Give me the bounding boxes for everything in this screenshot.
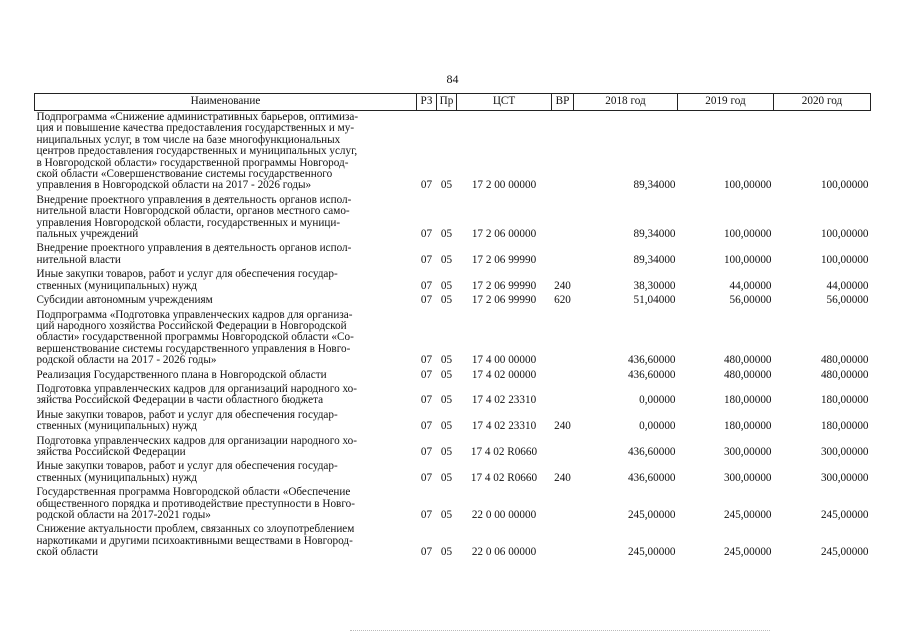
cell-vr: 240 <box>554 420 571 433</box>
table-row <box>35 242 871 268</box>
cell-2020: 245,00000 <box>820 509 869 521</box>
header-2018: 2018 год <box>574 94 678 111</box>
cell-name <box>35 268 417 294</box>
row-name-text: Подпрограмма «Подготовка управленческих кадров для организа- ций народного хозяйства Российской Федерации в Новгородской области» государственной программы Новгородской области «Со- вершенствование системы государственного управления в Новго- родской области на 2017 - 2026 годы» <box>36 308 354 367</box>
table-row <box>35 309 871 369</box>
cell-cst: 17 2 06 99990 <box>471 279 537 292</box>
cell-cst: 17 2 06 00000 <box>471 228 537 241</box>
cell-rz: 07 <box>420 445 433 458</box>
cell-cst: 22 0 06 00000 <box>471 546 537 559</box>
header-2020: 2020 год <box>774 94 871 111</box>
cell-pr: 05 <box>440 253 453 266</box>
header-2019: 2019 год <box>678 94 774 111</box>
cell-2020: 100,00000 <box>820 179 869 192</box>
table-row <box>35 194 871 243</box>
cell-2018: 0,00000 <box>639 420 676 433</box>
table-row <box>35 523 871 560</box>
row-name-text: Внедрение проектного управления в деятельность органов испол- нительной власти <box>36 242 352 266</box>
cell-2020: 300,00000 <box>820 471 869 484</box>
cell-vr <box>552 309 574 369</box>
cell-rz: 07 <box>420 471 433 484</box>
cell-vr: 620 <box>554 294 571 307</box>
table-row <box>35 369 871 383</box>
cell-2018: 89,34000 <box>633 179 676 192</box>
cell-pr: 05 <box>440 445 453 458</box>
cell-cst: 17 2 06 99990 <box>471 294 537 307</box>
cell-name <box>35 523 417 560</box>
cell-2020: 480,00000 <box>820 354 869 367</box>
cell-name <box>35 383 417 409</box>
cell-cst: 17 2 06 99990 <box>471 253 537 266</box>
table-row <box>35 294 871 308</box>
cell-cst: 22 0 00 00000 <box>471 509 537 521</box>
cell-2019: 300,00000 <box>723 471 772 484</box>
cell-vr <box>552 369 574 383</box>
header-pr: Пр <box>437 94 457 111</box>
cell-cst: 17 4 02 23310 <box>471 420 537 433</box>
cell-2020: 180,00000 <box>820 420 869 433</box>
cell-name <box>35 369 417 383</box>
cell-rz: 07 <box>420 368 433 381</box>
cell-2018: 38,30000 <box>633 279 676 292</box>
row-name-text: Внедрение проектного управления в деятельность органов испол- нительной власти Новгородской области, органов местного само- управления Новгородской области, государственных и муници- пальных учреждений <box>36 193 352 241</box>
row-name-text: Снижение актуальности проблем, связанных со злоупотреблением наркотиками и другими психоактивными веществами в Новгород- ской области <box>36 523 355 559</box>
cell-cst: 17 2 00 00000 <box>471 179 537 192</box>
cell-cst: 17 4 02 23310 <box>471 394 537 407</box>
row-name-text: Реализация Государственного плана в Новгородской области <box>36 368 327 381</box>
table-body <box>35 111 871 561</box>
cell-2020: 100,00000 <box>820 253 869 266</box>
cell-vr <box>552 194 574 243</box>
cell-2018: 89,34000 <box>633 228 676 241</box>
cell-pr: 05 <box>440 420 453 433</box>
row-name-text: Государственная программа Новгородской области «Обеспечение общественного порядка и противодействие преступности в Новго- родской области на 2017-2021 годы» <box>36 486 355 521</box>
cell-name <box>35 194 417 243</box>
cell-2019: 100,00000 <box>723 179 772 192</box>
cell-cst: 17 4 02 R0660 <box>470 445 538 458</box>
cell-2018: 436,60000 <box>627 471 676 484</box>
table-row <box>35 268 871 294</box>
table-row <box>35 435 871 461</box>
cell-2018: 0,00000 <box>639 394 676 407</box>
cell-rz: 07 <box>420 546 433 559</box>
cell-pr: 05 <box>440 546 453 559</box>
cell-vr <box>552 523 574 560</box>
cell-pr: 05 <box>440 394 453 407</box>
row-name-text: Иные закупки товаров, работ и услуг для обеспечения государ- ственных (муниципальных) нужд <box>36 408 338 433</box>
row-name-text: Подготовка управленческих кадров для организации народного хо- зяйства Российской Федерации <box>36 434 357 458</box>
scan-artifact <box>350 630 770 633</box>
cell-vr <box>552 486 574 523</box>
cell-pr: 05 <box>440 509 453 521</box>
cell-rz: 07 <box>420 394 433 407</box>
cell-name <box>35 435 417 461</box>
cell-rz: 07 <box>420 179 433 192</box>
cell-cst: 17 4 00 00000 <box>471 354 537 367</box>
cell-2019: 300,00000 <box>723 445 772 458</box>
row-name-text: Подготовка управленческих кадров для организаций народного хо- зяйства Российской Федерации в части областного бюджета <box>36 382 357 407</box>
cell-2018: 245,00000 <box>627 546 676 559</box>
cell-2018: 245,00000 <box>627 509 676 521</box>
cell-vr <box>552 383 574 409</box>
cell-2019: 180,00000 <box>723 394 772 407</box>
cell-vr <box>552 242 574 268</box>
cell-name <box>35 294 417 308</box>
cell-rz: 07 <box>420 509 433 521</box>
cell-2019: 245,00000 <box>723 509 772 521</box>
table-row <box>35 460 871 486</box>
row-name-text: Субсидии автономным учреждениям <box>36 294 213 307</box>
table-row <box>35 486 871 523</box>
cell-2020: 100,00000 <box>820 228 869 241</box>
cell-2019: 180,00000 <box>723 420 772 433</box>
table-row <box>35 383 871 409</box>
cell-cst: 17 4 02 R0660 <box>470 471 538 484</box>
cell-2020: 300,00000 <box>820 445 869 458</box>
cell-name <box>35 486 417 523</box>
cell-pr: 05 <box>440 294 453 307</box>
cell-vr <box>552 111 574 194</box>
row-name-text: Иные закупки товаров, работ и услуг для обеспечения государ- ственных (муниципальных) нужд <box>36 460 338 484</box>
budget-table <box>34 93 871 561</box>
row-name-text: Подпрограмма «Снижение административных барьеров, оптимиза- ция и повышение качества предоставления государственных и му- ниципальных услуг, в том числе на базе многофункциональных центров предоставления государственных и муниципальных услуг, в Новгородской области» государственной программы Новгород- ской области «Совершенствование системы государственного управления в Новгородской области на 2017 - 2026 годы» <box>36 111 359 192</box>
cell-2019: 44,00000 <box>729 279 772 292</box>
cell-2018: 436,60000 <box>627 368 676 381</box>
cell-rz: 07 <box>420 228 433 241</box>
cell-pr: 05 <box>440 354 453 367</box>
cell-2020: 480,00000 <box>820 368 869 381</box>
cell-rz: 07 <box>420 294 433 307</box>
cell-2019: 56,00000 <box>729 294 772 307</box>
header-vr: ВР <box>552 94 574 111</box>
cell-rz: 07 <box>420 253 433 266</box>
cell-rz: 07 <box>420 420 433 433</box>
cell-2020: 56,00000 <box>826 294 869 307</box>
cell-2018: 89,34000 <box>633 253 676 266</box>
cell-vr <box>552 435 574 461</box>
cell-2020: 44,00000 <box>826 279 869 292</box>
cell-pr: 05 <box>440 179 453 192</box>
cell-cst: 17 4 02 00000 <box>471 368 537 381</box>
cell-name <box>35 242 417 268</box>
cell-pr: 05 <box>440 368 453 381</box>
header-cst: ЦСТ <box>457 94 552 111</box>
cell-vr: 240 <box>554 279 571 292</box>
cell-pr: 05 <box>440 228 453 241</box>
cell-2018: 436,60000 <box>627 354 676 367</box>
cell-name <box>35 309 417 369</box>
cell-2019: 480,00000 <box>723 368 772 381</box>
cell-2020: 245,00000 <box>820 546 869 559</box>
cell-2019: 100,00000 <box>723 253 772 266</box>
row-name-text: Иные закупки товаров, работ и услуг для обеспечения государ- ственных (муниципальных) нужд <box>36 268 338 292</box>
cell-pr: 05 <box>440 279 453 292</box>
page-number: 84 <box>446 72 459 86</box>
cell-2019: 100,00000 <box>723 228 772 241</box>
cell-2020: 180,00000 <box>820 394 869 407</box>
header-name: Наименование <box>35 94 417 111</box>
header-rz: РЗ <box>417 94 437 111</box>
cell-name <box>35 111 417 194</box>
cell-vr: 240 <box>554 471 571 484</box>
cell-2019: 245,00000 <box>723 546 772 559</box>
table-header <box>35 94 871 111</box>
cell-name <box>35 460 417 486</box>
table-row <box>35 409 871 435</box>
cell-pr: 05 <box>440 471 453 484</box>
cell-2018: 51,04000 <box>633 294 676 307</box>
cell-2018: 436,60000 <box>627 445 676 458</box>
table-row <box>35 111 871 194</box>
cell-2019: 480,00000 <box>723 354 772 367</box>
cell-rz: 07 <box>420 354 433 367</box>
cell-rz: 07 <box>420 279 433 292</box>
cell-name <box>35 409 417 435</box>
